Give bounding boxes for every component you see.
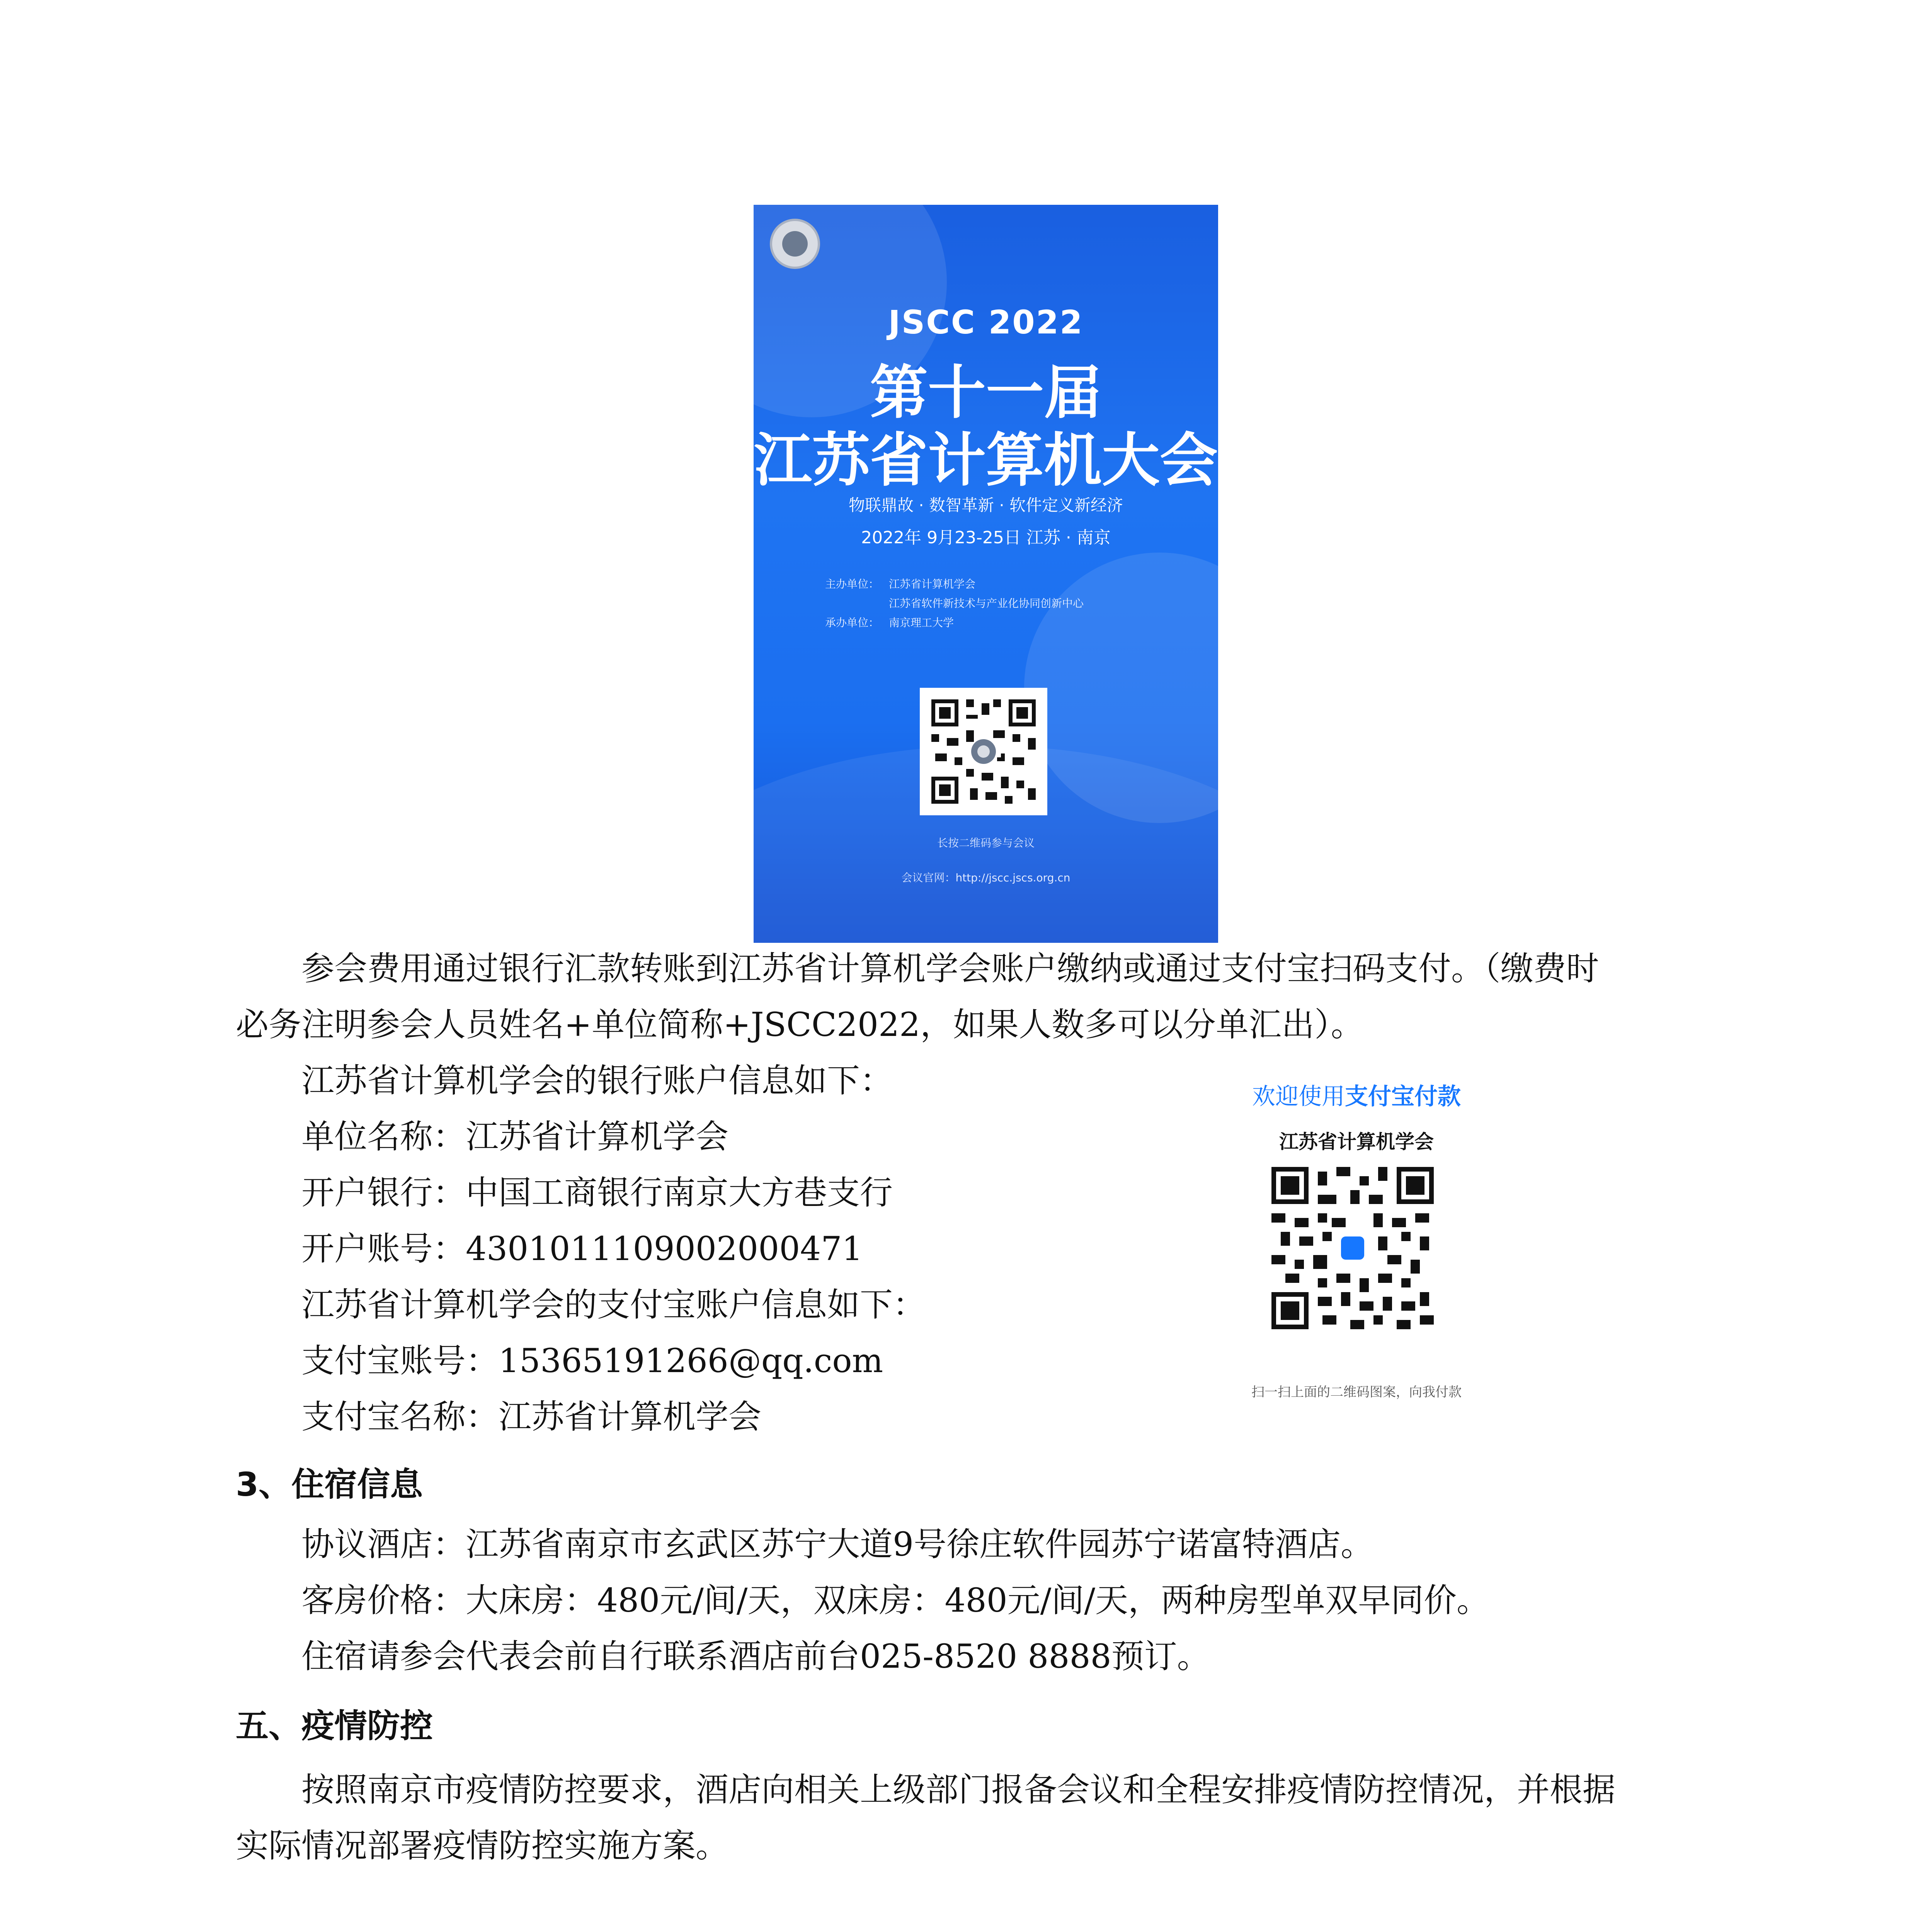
poster-organizer-label: 承办单位： <box>825 616 880 629</box>
alipay-intro: 江苏省计算机学会的支付宝账户信息如下： <box>301 1286 926 1324</box>
payment-line-1: 参会费用通过银行汇款转账到江苏省计算机学会账户缴纳或通过支付宝扫码支付。（缴费时 <box>301 950 1599 988</box>
epidemic-line-2: 实际情况部署疫情防控实施方案。 <box>236 1827 729 1865</box>
poster-website: 会议官网：http://jscc.jscs.org.cn <box>901 871 1070 884</box>
society-logo-icon <box>770 219 820 269</box>
poster-slogan: 物联鼎故 · 数智革新 · 软件定义新经济 <box>848 496 1123 515</box>
lodging-hotel: 协议酒店：江苏省南京市玄武区苏宁大道9号徐庄软件园苏宁诺富特酒店。 <box>301 1526 1374 1564</box>
alipay-qr-code[interactable] <box>1271 1167 1434 1329</box>
bank-account: 开户账号：4301011109002000471 <box>301 1230 863 1268</box>
bank-name: 开户银行：中国工商银行南京大方巷支行 <box>301 1174 893 1212</box>
epidemic-heading: 五、疫情防控 <box>236 1707 433 1745</box>
conference-poster <box>754 205 1218 943</box>
poster-date-place: 2022年 9月23-25日 江苏 · 南京 <box>861 528 1111 548</box>
poster-organizer: 南京理工大学 <box>889 616 954 629</box>
unit-name: 单位名称：江苏省计算机学会 <box>301 1118 729 1156</box>
poster-title-en: JSCC 2022 <box>888 303 1084 341</box>
lodging-heading: 3、住宿信息 <box>236 1466 423 1504</box>
alipay-account: 支付宝账号：15365191266@qq.com <box>301 1342 883 1380</box>
alipay-payee: 江苏省计算机学会 <box>1279 1131 1434 1153</box>
poster-host-2: 江苏省软件新技术与产业化协同创新中心 <box>889 597 1084 610</box>
alipay-welcome: 欢迎使用支付宝付款 <box>1252 1083 1461 1110</box>
payment-line-2: 必务注明参会人员姓名+单位简称+JSCC2022，如果人数多可以分单汇出）。 <box>236 1006 1364 1044</box>
poster-conference-name: 江苏省计算机大会 <box>754 427 1218 494</box>
alipay-scan-hint: 扫一扫上面的二维码图案，向我付款 <box>1251 1384 1462 1400</box>
epidemic-line-1: 按照南京市疫情防控要求，酒店向相关上级部门报备会议和全程安排疫情防控情况，并根据 <box>301 1771 1616 1809</box>
lodging-price: 客房价格：大床房：480元/间/天，双床房：480元/间/天，两种房型单双早同价。 <box>301 1582 1490 1620</box>
poster-host-label: 主办单位： <box>825 578 880 590</box>
poster-host-1: 江苏省计算机学会 <box>889 578 976 590</box>
poster-qr-hint: 长按二维码参与会议 <box>937 837 1035 849</box>
alipay-payment-card <box>1202 1066 1511 1414</box>
poster-qr-code[interactable] <box>920 688 1047 815</box>
lodging-booking: 住宿请参会代表会前自行联系酒店前台025-8520 8888预订。 <box>301 1638 1210 1676</box>
alipay-name: 支付宝名称：江苏省计算机学会 <box>301 1398 762 1436</box>
bank-intro: 江苏省计算机学会的银行账户信息如下： <box>301 1062 893 1100</box>
poster-edition: 第十一届 <box>870 359 1102 427</box>
